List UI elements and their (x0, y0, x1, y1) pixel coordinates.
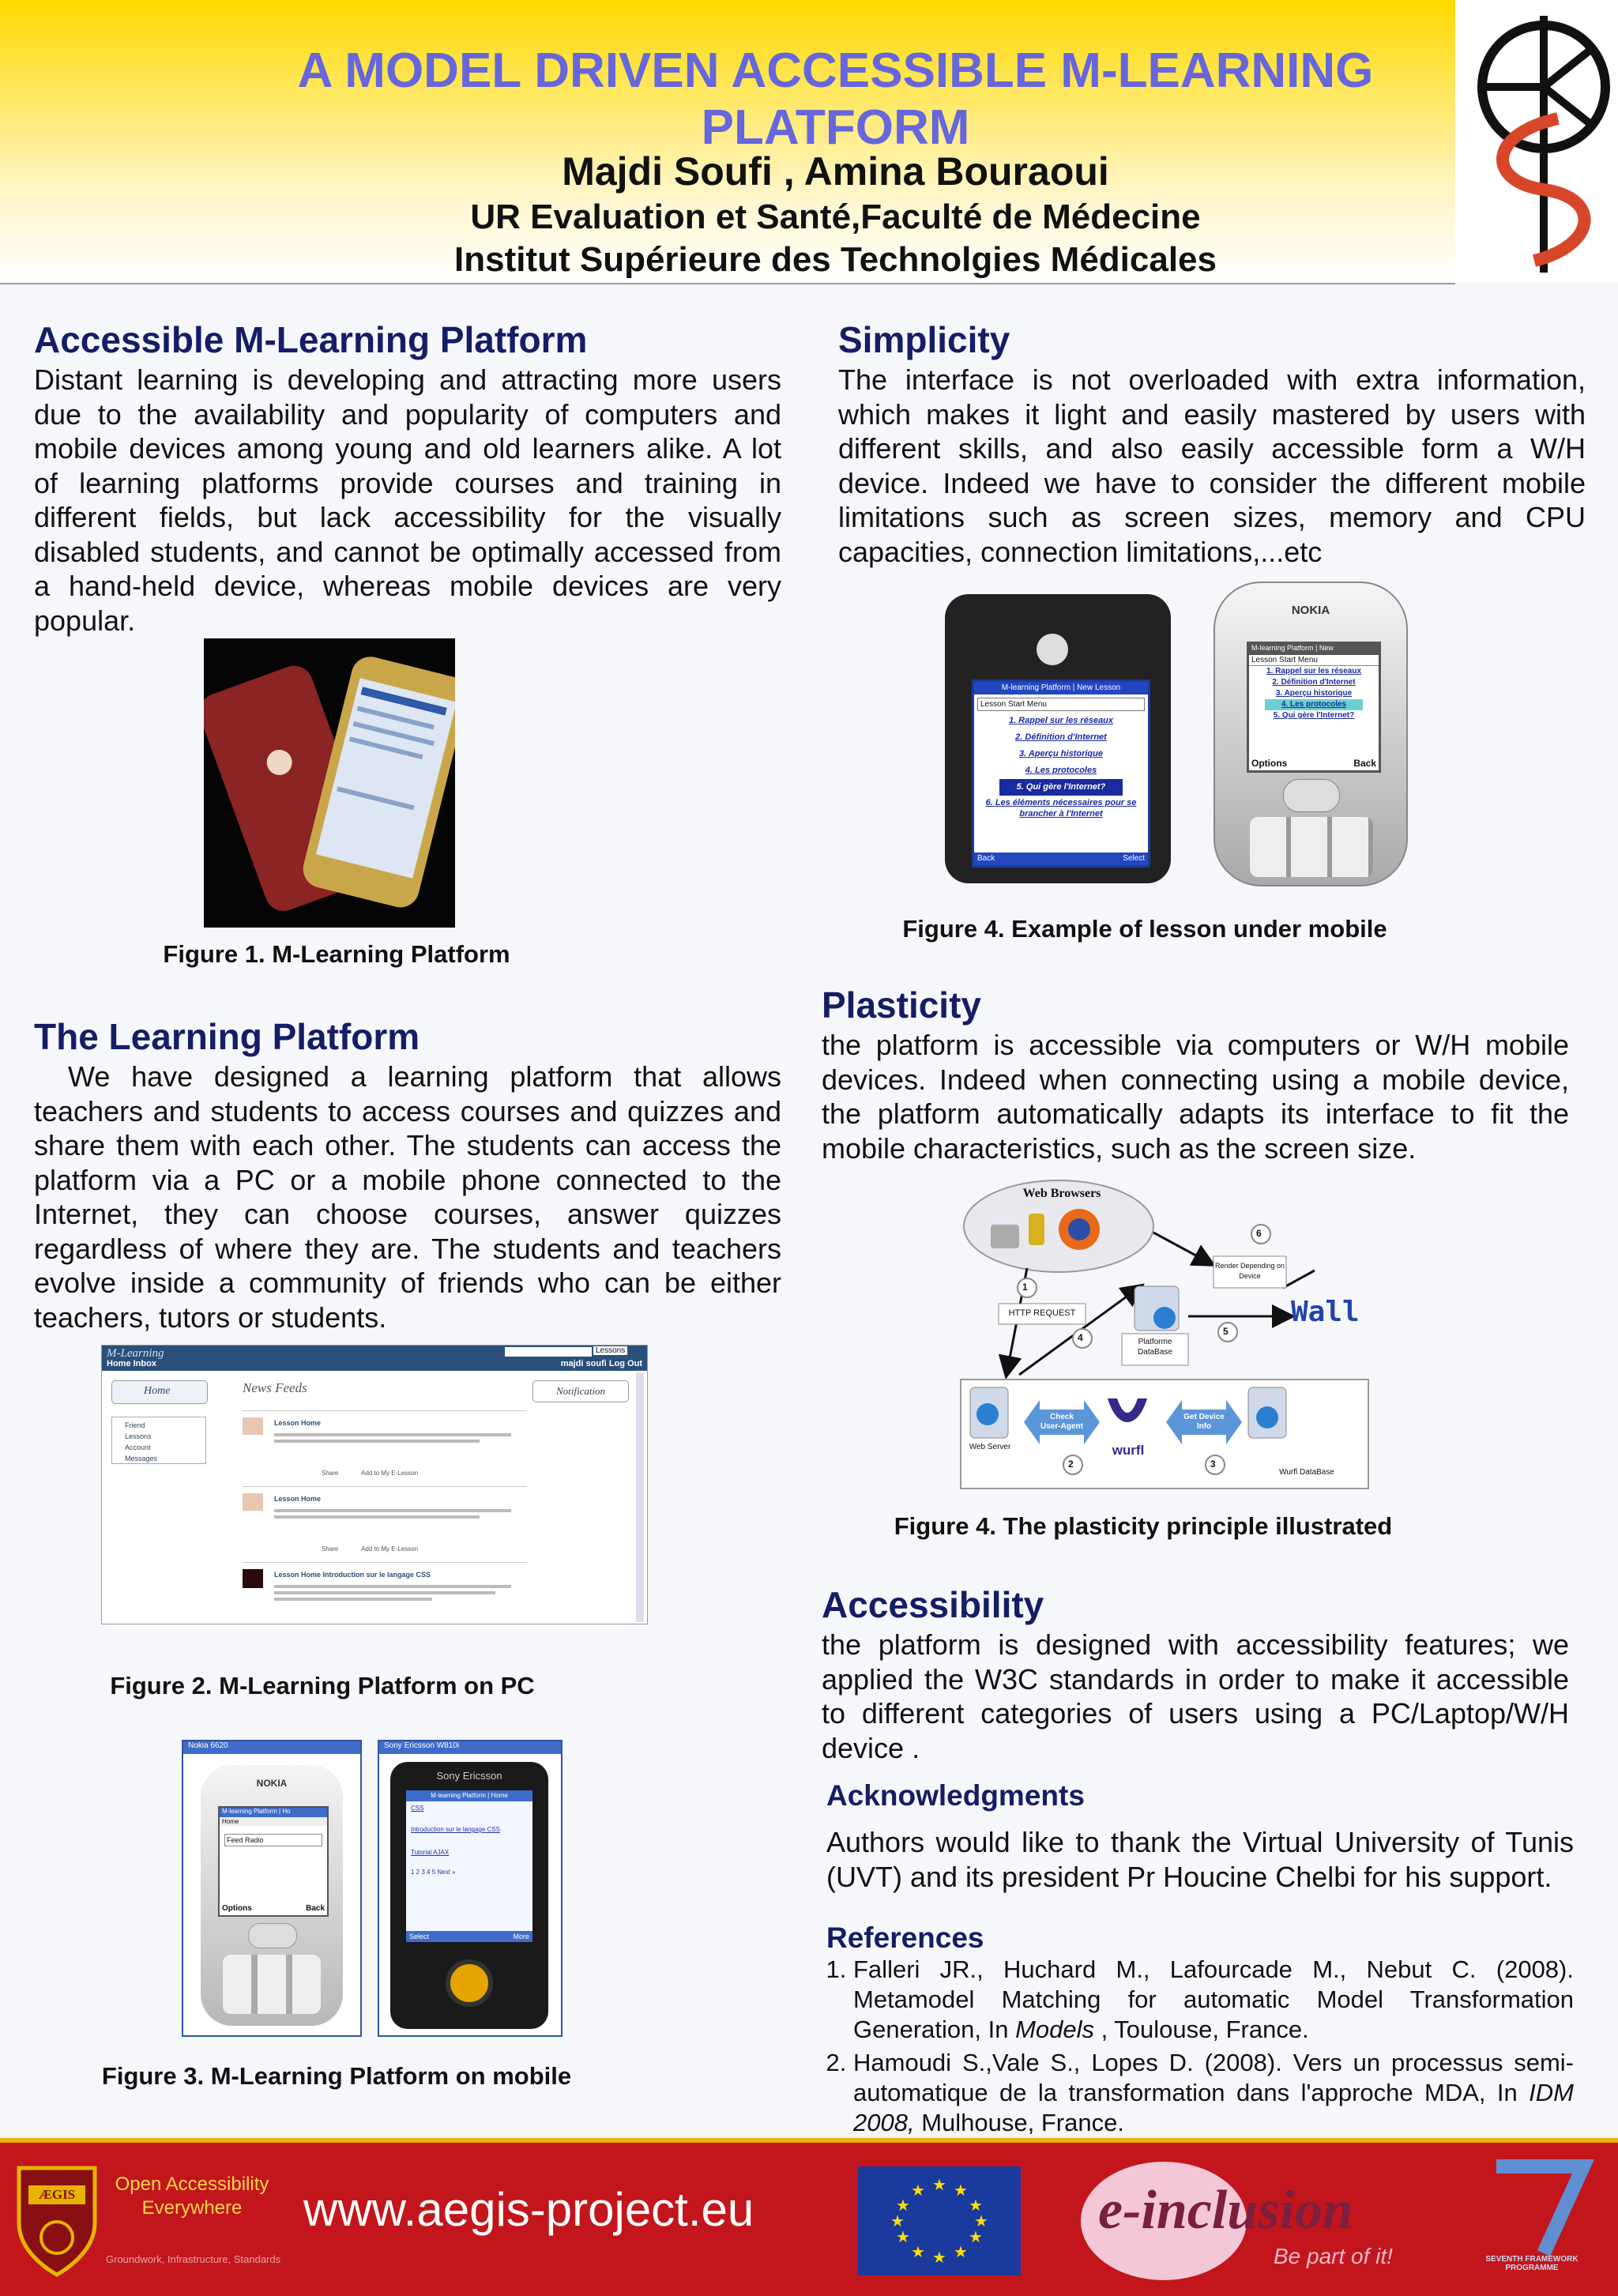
section-text-accessibility: the platform is designed with accessibility features; we applied the W3C standards in order to make it accessible to different categories of users using a PC/Laptop/W/H device . (822, 1628, 1569, 1764)
diagram-get-info: Get Device Info (1183, 1413, 1225, 1431)
nokia-screen-feed: Feed Radio (224, 1834, 322, 1846)
diagram-web-browsers: Web Browsers (1022, 1187, 1101, 1200)
section-heading-plasticity: Plasticity (822, 984, 981, 1026)
nokia-right-menu-title: Lesson Start Menu (1249, 655, 1379, 666)
pc-menu-friend: Friend (125, 1421, 145, 1429)
einclusion-logo: e-inclusion (1098, 2180, 1353, 2241)
affiliation-2: Institut Supérieure des Technolgies Médicales (454, 240, 1217, 279)
moto-back-softkey: Back (977, 854, 995, 863)
nokia-right-lesson-item: 3. Aperçu historique (1275, 689, 1353, 698)
reference-2-venue: IDM 2008, (853, 2079, 1574, 2136)
authors: Majdi Soufi , Amina Bouraoui (562, 149, 1109, 194)
nokia-screen-home: Home (220, 1817, 327, 1826)
section-heading-learning-platform: The Learning Platform (34, 1016, 420, 1057)
se-screen-select: Select (409, 1933, 430, 1940)
aegis-logo-text: ÆGIS (38, 2187, 76, 2202)
diagram-step-3: 3 (1210, 1459, 1216, 1470)
moto-lesson-item: 2. Définition d'Internet (1015, 732, 1107, 742)
diagram-step-1: 1 (1022, 1282, 1028, 1293)
pc-feed-post (243, 1563, 527, 1624)
nokia-phone (201, 1765, 343, 2026)
figure1-caption: Figure 1. M-Learning Platform (163, 940, 510, 968)
moto-screen-bar: M-learning Platform | New Lesson (974, 682, 1148, 694)
svg-text:★: ★ (896, 2227, 910, 2246)
diagram-web-server: Web Server (969, 1443, 1011, 1451)
institution-logo (1455, 0, 1618, 283)
references-heading: References (826, 1921, 984, 1954)
pc-scrollbar (636, 1372, 644, 1622)
svg-text:★: ★ (954, 2181, 968, 2200)
reference-1-text: Falleri JR., Huchard M., Lafourcade M., Nebut C. (2008). Metamodel Matching for automatic Model Transformation Generation, In (853, 1955, 1574, 2043)
pc-platform-screenshot (101, 1345, 648, 1624)
reference-2-text: Hamoudi S.,Vale S., Lopes D. (2008). Vers un processus semi-automatique de la transformation dans l'approche MDA, In (853, 2049, 1574, 2106)
se-brand: Sony Ericsson (436, 1770, 502, 1782)
nokia-right-navkey (1283, 779, 1340, 812)
nokia-right-keypad (1250, 817, 1373, 877)
nokia-right-lesson-item: 2. Définition d'Internet (1272, 678, 1356, 687)
sonyericsson-phone (390, 1762, 548, 2029)
svg-text:★: ★ (974, 2211, 988, 2230)
motorola-phone (945, 594, 1171, 883)
se-screen-item: CSS (411, 1805, 424, 1812)
svg-text:★: ★ (890, 2211, 905, 2230)
affiliation-1: UR Evaluation et Santé,Faculté de Médecine (470, 198, 1201, 236)
se-window-title: Sony Ericsson W810i (379, 1741, 561, 1754)
nokia-emulator-window (182, 1740, 362, 2037)
moto-lesson-list (974, 711, 1148, 819)
pc-post-title: Lesson Home (274, 1495, 322, 1503)
pc-home-label: Home (144, 1385, 171, 1397)
pc-post-title: Lesson Home (274, 1419, 322, 1427)
se-screen-item: Introduction sur le langage CSS (411, 1826, 500, 1833)
se-screen (406, 1790, 532, 1942)
svg-text:★: ★ (911, 2242, 925, 2261)
nokia-keypad (223, 1955, 321, 2014)
pc-side-menu (111, 1417, 206, 1464)
nokia-right-bar: M-learning Platform | New (1249, 644, 1379, 655)
pc-menu-messages: Messages (125, 1455, 158, 1462)
figure4b-caption: Figure 4. The plasticity principle illustrated (894, 1512, 1393, 1540)
nokia-right-brand: NOKIA (1291, 604, 1330, 617)
diagram-wurfl-db: Wurfl DataBase (1279, 1468, 1334, 1477)
aegis-tagline (109, 2173, 275, 2220)
diagram-step-2: 2 (1068, 1459, 1074, 1470)
nokia-navkey (248, 1923, 297, 1948)
pc-post-add: Add to My E-Lesson (361, 1470, 419, 1477)
diagram-render: Render Depending on Device (1214, 1262, 1285, 1280)
svg-text:★: ★ (911, 2181, 925, 2200)
reference-2 (853, 2048, 1574, 2138)
reference-1-venue: Models (1015, 2016, 1095, 2043)
section-text-plasticity: the platform is accessible via computers or W/H mobile devices. Indeed when connecting using a mobile device, the platform automatically adapts its interface to fit the mobile characteristics, such as the screen size. (822, 1029, 1569, 1165)
nokia-screen (218, 1806, 329, 1917)
pc-topbar (102, 1346, 647, 1371)
pc-post-title: Lesson Home Introduction sur le langage CSS (274, 1571, 431, 1579)
nokia-screen-bar: M-learning Platform | Ho (220, 1808, 327, 1817)
diagram-wall: Wall (1291, 1296, 1360, 1328)
aegis-shield-logo (13, 2160, 101, 2279)
pc-menu-lessons: Lessons (125, 1432, 152, 1440)
references-list (826, 1955, 1574, 2141)
se-walkman-key (446, 1959, 493, 2007)
nokia-right-back: Back (1353, 758, 1376, 769)
nokia-right-screen (1247, 642, 1381, 773)
nokia-screen-options: Options (222, 1904, 252, 1913)
diagram-step-4: 4 (1078, 1332, 1083, 1343)
diagram-step-6: 6 (1256, 1228, 1262, 1239)
diagram-platform-db: Platforme DataBase (1138, 1338, 1172, 1357)
acknowledgments-text: Authors would like to thank the Virtual University of Tunis (UVT) and its president Pr Houcine Chelbi for his support. (826, 1826, 1574, 1893)
svg-text:★: ★ (969, 2196, 983, 2215)
nokia-right-lesson-list (1249, 666, 1379, 721)
aegis-tagline-2: Everywhere (141, 2197, 243, 2219)
pc-post-add: Add to My E-Lesson (361, 1545, 419, 1553)
nokia-right-lesson-item-selected: 4. Les protocoles (1265, 699, 1363, 710)
pc-nav-right: majdi soufi Log Out (560, 1359, 642, 1368)
reference-1 (853, 1955, 1574, 2045)
svg-text:★: ★ (932, 2175, 946, 2194)
pc-feed-post (243, 1411, 527, 1486)
diagram-wurfl: wurfl (1112, 1443, 1145, 1458)
nokia-window-title: Nokia 6620 (183, 1741, 360, 1754)
diagram-check-ua: Check User-Agent (1040, 1413, 1083, 1431)
se-screen-bar: M-learning Platform | Home (406, 1790, 532, 1801)
fp7-text: SEVENTH FRAMEWORK PROGRAMME (1485, 2255, 1578, 2272)
section-heading-accessibility: Accessibility (822, 1584, 1044, 1625)
se-screen-item: Tutorial AJAX (411, 1849, 450, 1856)
diagram-step-5: 5 (1223, 1326, 1229, 1337)
nokia-brand: NOKIA (256, 1778, 288, 1789)
plasticity-diagram (951, 1177, 1378, 1496)
aegis-url-link[interactable]: www.aegis-project.eu (303, 2183, 754, 2236)
acknowledgments-heading: Acknowledgments (826, 1779, 1085, 1812)
moto-lesson-item: 1. Rappel sur les réseaux (1008, 716, 1114, 725)
se-screen-more: More (513, 1933, 529, 1940)
reference-1-place: , Toulouse, France. (1094, 2016, 1309, 2043)
moto-lesson-item: 3. Aperçu historique (1019, 749, 1103, 758)
pc-post-share: Share (322, 1470, 339, 1477)
nokia-right-lesson-item: 5. Qui gère l'Internet? (1273, 711, 1355, 720)
fp7-logo (1465, 2159, 1599, 2282)
section-text-simplicity: The interface is not overloaded with extra information, which makes it light and easily mastered by users with different skills, and also easily accessible form a W/H device. Indeed we have to consider the different mobile limitations such as screen sizes, memory and CPU capacities, connection limitations,...etc (838, 363, 1586, 568)
svg-text:★: ★ (969, 2227, 983, 2246)
aegis-tagline-3: Groundwork, Infrastructure, Standards (106, 2253, 281, 2265)
section-heading-simplicity: Simplicity (838, 319, 1010, 360)
eu-flag (858, 2166, 1021, 2275)
figure4a-caption: Figure 4. Example of lesson under mobile (902, 915, 1387, 943)
moto-lesson-item: 6. Les éléments nécessaires pour se brancher à l'Internet (985, 798, 1137, 819)
pc-feed-title: News Feeds (243, 1380, 307, 1395)
moto-lesson-item: 4. Les protocoles (1025, 766, 1097, 775)
poster-footer (0, 2138, 1618, 2296)
pc-feed-list (243, 1407, 527, 1624)
se-screen-pages: 1 2 3 4 5 Next » (411, 1869, 456, 1876)
moto-lesson-item-selected: 5. Qui gère l'Internet? (999, 779, 1123, 796)
moto-screen (972, 679, 1150, 868)
pc-brand: M-Learning (107, 1347, 164, 1360)
iphone-photo (204, 638, 455, 928)
einclusion-slogan: Be part of it! (1274, 2244, 1393, 2268)
pc-menu-account: Account (125, 1443, 151, 1451)
svg-text:★: ★ (896, 2196, 910, 2215)
poster-title-line1: A MODEL DRIVEN ACCESSIBLE M-LEARNING (297, 43, 1374, 98)
pc-search-button: Lessons (593, 1346, 627, 1355)
figure2-caption: Figure 2. M-Learning Platform on PC (110, 1672, 535, 1699)
poster-title-line2: PLATFORM (701, 100, 970, 155)
pc-search-input (505, 1347, 592, 1357)
pc-post-share: Share (322, 1545, 339, 1553)
pc-nav-left: Home Inbox (107, 1359, 156, 1368)
section-text-learning-platform: We have designed a learning platform that allows teachers and students to access courses and quizzes and share them with each other. The students can access the platform via a PC or a mobile phone connected to the Internet, they can choose courses, answer quizzes regardless of where they are. The students and teachers evolve inside a community of friends who can be either teachers, tutors or students. (34, 1060, 781, 1334)
nokia-6630-phone (1214, 582, 1408, 886)
svg-text:★: ★ (954, 2242, 968, 2261)
nokia-right-options: Options (1251, 758, 1288, 769)
svg-text:★: ★ (932, 2248, 946, 2267)
pc-feed-post (243, 1487, 527, 1562)
reference-2-place: Mulhouse, France. (914, 2109, 1124, 2136)
diagram-http-request: HTTP REQUEST (1008, 1308, 1076, 1318)
figure3-caption: Figure 3. M-Learning Platform on mobile (101, 2062, 572, 2090)
sonyericsson-emulator-window (378, 1740, 563, 2037)
motorola-logo (1037, 634, 1068, 665)
moto-menu-title: Lesson Start Menu (977, 698, 1145, 711)
aegis-tagline-1: Open Accessibility (115, 2174, 269, 2195)
section-text-accessible-platform: Distant learning is developing and attracting more users due to the availability and popularity of computers and mobile devices among young and old learners alike. A lot of learning platforms provide courses and training in different fields, but lack accessibility for the visually disabled students, and cannot be optimally accessed from a hand-held device, whereas mobile devices are very popular. (34, 363, 781, 637)
pc-notification-button: Notification (532, 1380, 629, 1402)
moto-select-softkey: Select (1123, 854, 1145, 863)
section-heading-accessible-platform: Accessible M-Learning Platform (34, 319, 588, 360)
nokia-right-lesson-item: 1. Rappel sur les réseaux (1266, 667, 1362, 676)
nokia-screen-back: Back (306, 1904, 325, 1913)
pc-home-button (111, 1380, 208, 1404)
